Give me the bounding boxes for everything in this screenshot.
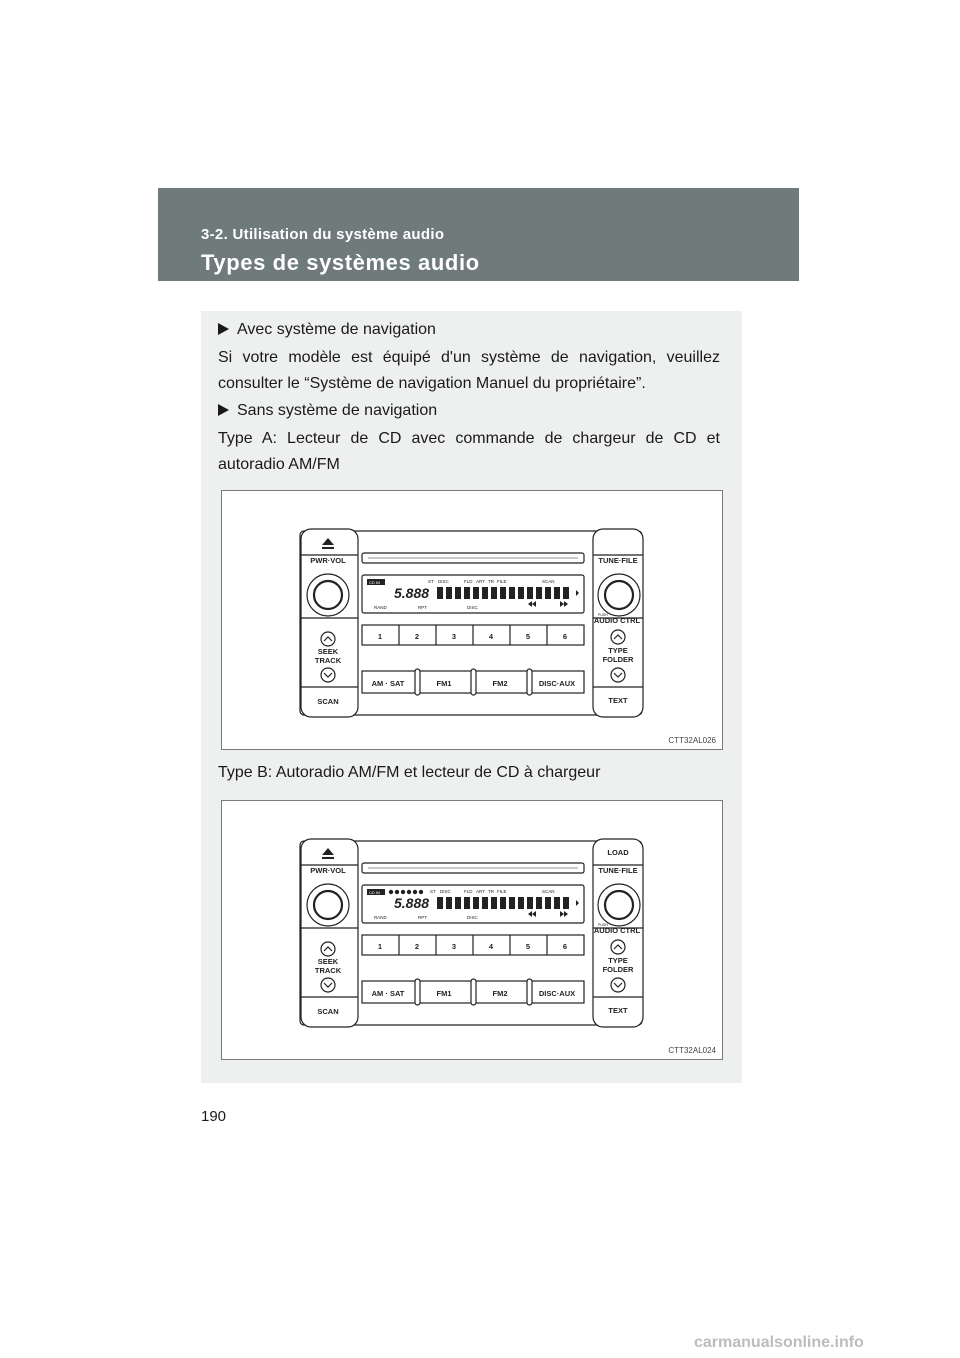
display-tr: TR xyxy=(488,579,494,584)
preset-2: 2 xyxy=(414,632,420,641)
paragraph-type-a: Type A: Lecteur de CD avec commande de chargeur de CD et autoradio AM/FM xyxy=(218,430,720,473)
display-rpt: RPT xyxy=(418,915,427,920)
paragraph-type-b: Type B: Autoradio AM/FM et lecteur de CD à chargeur xyxy=(218,764,601,781)
preset-2: 2 xyxy=(414,942,420,951)
display-file: FILE xyxy=(497,889,507,894)
display-art: ART xyxy=(476,889,485,894)
radio-illustration-type-a xyxy=(222,491,724,751)
audio-ctrl-label: AUDIO CTRL xyxy=(593,616,641,625)
page-number: 190 xyxy=(201,1108,227,1125)
track-arrows-icon xyxy=(528,911,568,917)
page-title: Types de systèmes audio xyxy=(201,250,480,275)
scan-label: SCAN xyxy=(317,1007,339,1016)
mode-fm1: FM1 xyxy=(436,679,452,688)
seek-label: SEEK xyxy=(317,647,339,656)
pwr-vol-label: PWR·VOL xyxy=(310,556,346,565)
mode-fm2: FM2 xyxy=(492,989,508,998)
tune-file-label: TUNE·FILE xyxy=(598,556,638,565)
disc-indicators xyxy=(389,890,423,894)
display-rand: RAND xyxy=(374,915,387,920)
display-disc-bottom: DISC xyxy=(467,915,478,920)
display-segments xyxy=(437,587,579,599)
mode-disc-aux: DISC·AUX xyxy=(538,679,576,688)
cd-in-label: CD IN xyxy=(369,890,380,895)
display-digits: 5.888 xyxy=(394,585,430,601)
figure-code: CTT32AL024 xyxy=(668,1046,716,1055)
radio-illustration-type-b xyxy=(222,801,724,1061)
scan-label: SCAN xyxy=(317,697,339,706)
section-heading: 3-2. Utilisation du système audio xyxy=(201,226,445,243)
mode-fm1: FM1 xyxy=(436,989,452,998)
pwr-vol-label: PWR·VOL xyxy=(310,866,346,875)
mode-am-sat: AM · SAT xyxy=(371,989,405,998)
push-label: PUSH xyxy=(598,923,608,927)
display-disc-bottom: DISC xyxy=(467,605,478,610)
preset-5: 5 xyxy=(525,632,531,641)
display-st: ST xyxy=(428,579,434,584)
preset-5: 5 xyxy=(525,942,531,951)
preset-6: 6 xyxy=(562,942,568,951)
push-label: PUSH xyxy=(598,613,608,617)
watermark: carmanualsonline.info xyxy=(694,1334,864,1351)
display-fld: FLD xyxy=(464,889,473,894)
load-label: LOAD xyxy=(607,848,629,857)
display-rpt: RPT xyxy=(418,605,427,610)
display-scan: SCAN xyxy=(542,579,555,584)
figure-type-b xyxy=(221,800,723,1060)
mode-disc-aux: DISC·AUX xyxy=(538,989,576,998)
folder-label: FOLDER xyxy=(602,655,634,664)
mode-fm2: FM2 xyxy=(492,679,508,688)
seek-label: SEEK xyxy=(317,957,339,966)
type-label: TYPE xyxy=(608,956,628,965)
bullet-without-navigation xyxy=(218,402,437,420)
bullet-with-navigation xyxy=(218,321,436,339)
preset-6: 6 xyxy=(562,632,568,641)
bullet-label: Sans système de navigation xyxy=(237,402,438,419)
display-art: ART xyxy=(476,579,485,584)
preset-4: 4 xyxy=(488,942,494,951)
track-label: TRACK xyxy=(314,966,342,975)
display-tr: TR xyxy=(488,889,494,894)
track-arrows-icon xyxy=(528,601,568,607)
text-label: TEXT xyxy=(608,1006,628,1015)
audio-ctrl-label: AUDIO CTRL xyxy=(593,926,641,935)
folder-label: FOLDER xyxy=(602,965,634,974)
cd-in-label: CD IN xyxy=(369,580,380,585)
type-label: TYPE xyxy=(608,646,628,655)
preset-3: 3 xyxy=(451,942,457,951)
figure-type-a xyxy=(221,490,723,750)
preset-3: 3 xyxy=(451,632,457,641)
bullet-label: Avec système de navigation xyxy=(237,321,436,338)
display-st: ST xyxy=(430,889,436,894)
display-rand: RAND xyxy=(374,605,387,610)
display-disc: DISC xyxy=(440,889,451,894)
display-digits: 5.888 xyxy=(394,895,430,911)
display-fld: FLD xyxy=(464,579,473,584)
preset-1: 1 xyxy=(377,942,383,951)
display-file: FILE xyxy=(497,579,507,584)
preset-1: 1 xyxy=(377,632,383,641)
display-scan: SCAN xyxy=(542,889,555,894)
display-segments xyxy=(437,897,579,909)
preset-4: 4 xyxy=(488,632,494,641)
paragraph-navigation: Si votre modèle est équipé d'un système de navigation, veuillez consulter le “Système de navigation Manuel du propriétaire”. xyxy=(218,349,720,392)
figure-code: CTT32AL026 xyxy=(668,736,716,745)
triangle-bullet-icon xyxy=(218,404,229,416)
text-label: TEXT xyxy=(608,696,628,705)
tune-file-label: TUNE·FILE xyxy=(598,866,638,875)
track-label: TRACK xyxy=(314,656,342,665)
display-disc: DISC xyxy=(438,579,449,584)
triangle-bullet-icon xyxy=(218,323,229,335)
mode-am-sat: AM · SAT xyxy=(371,679,405,688)
